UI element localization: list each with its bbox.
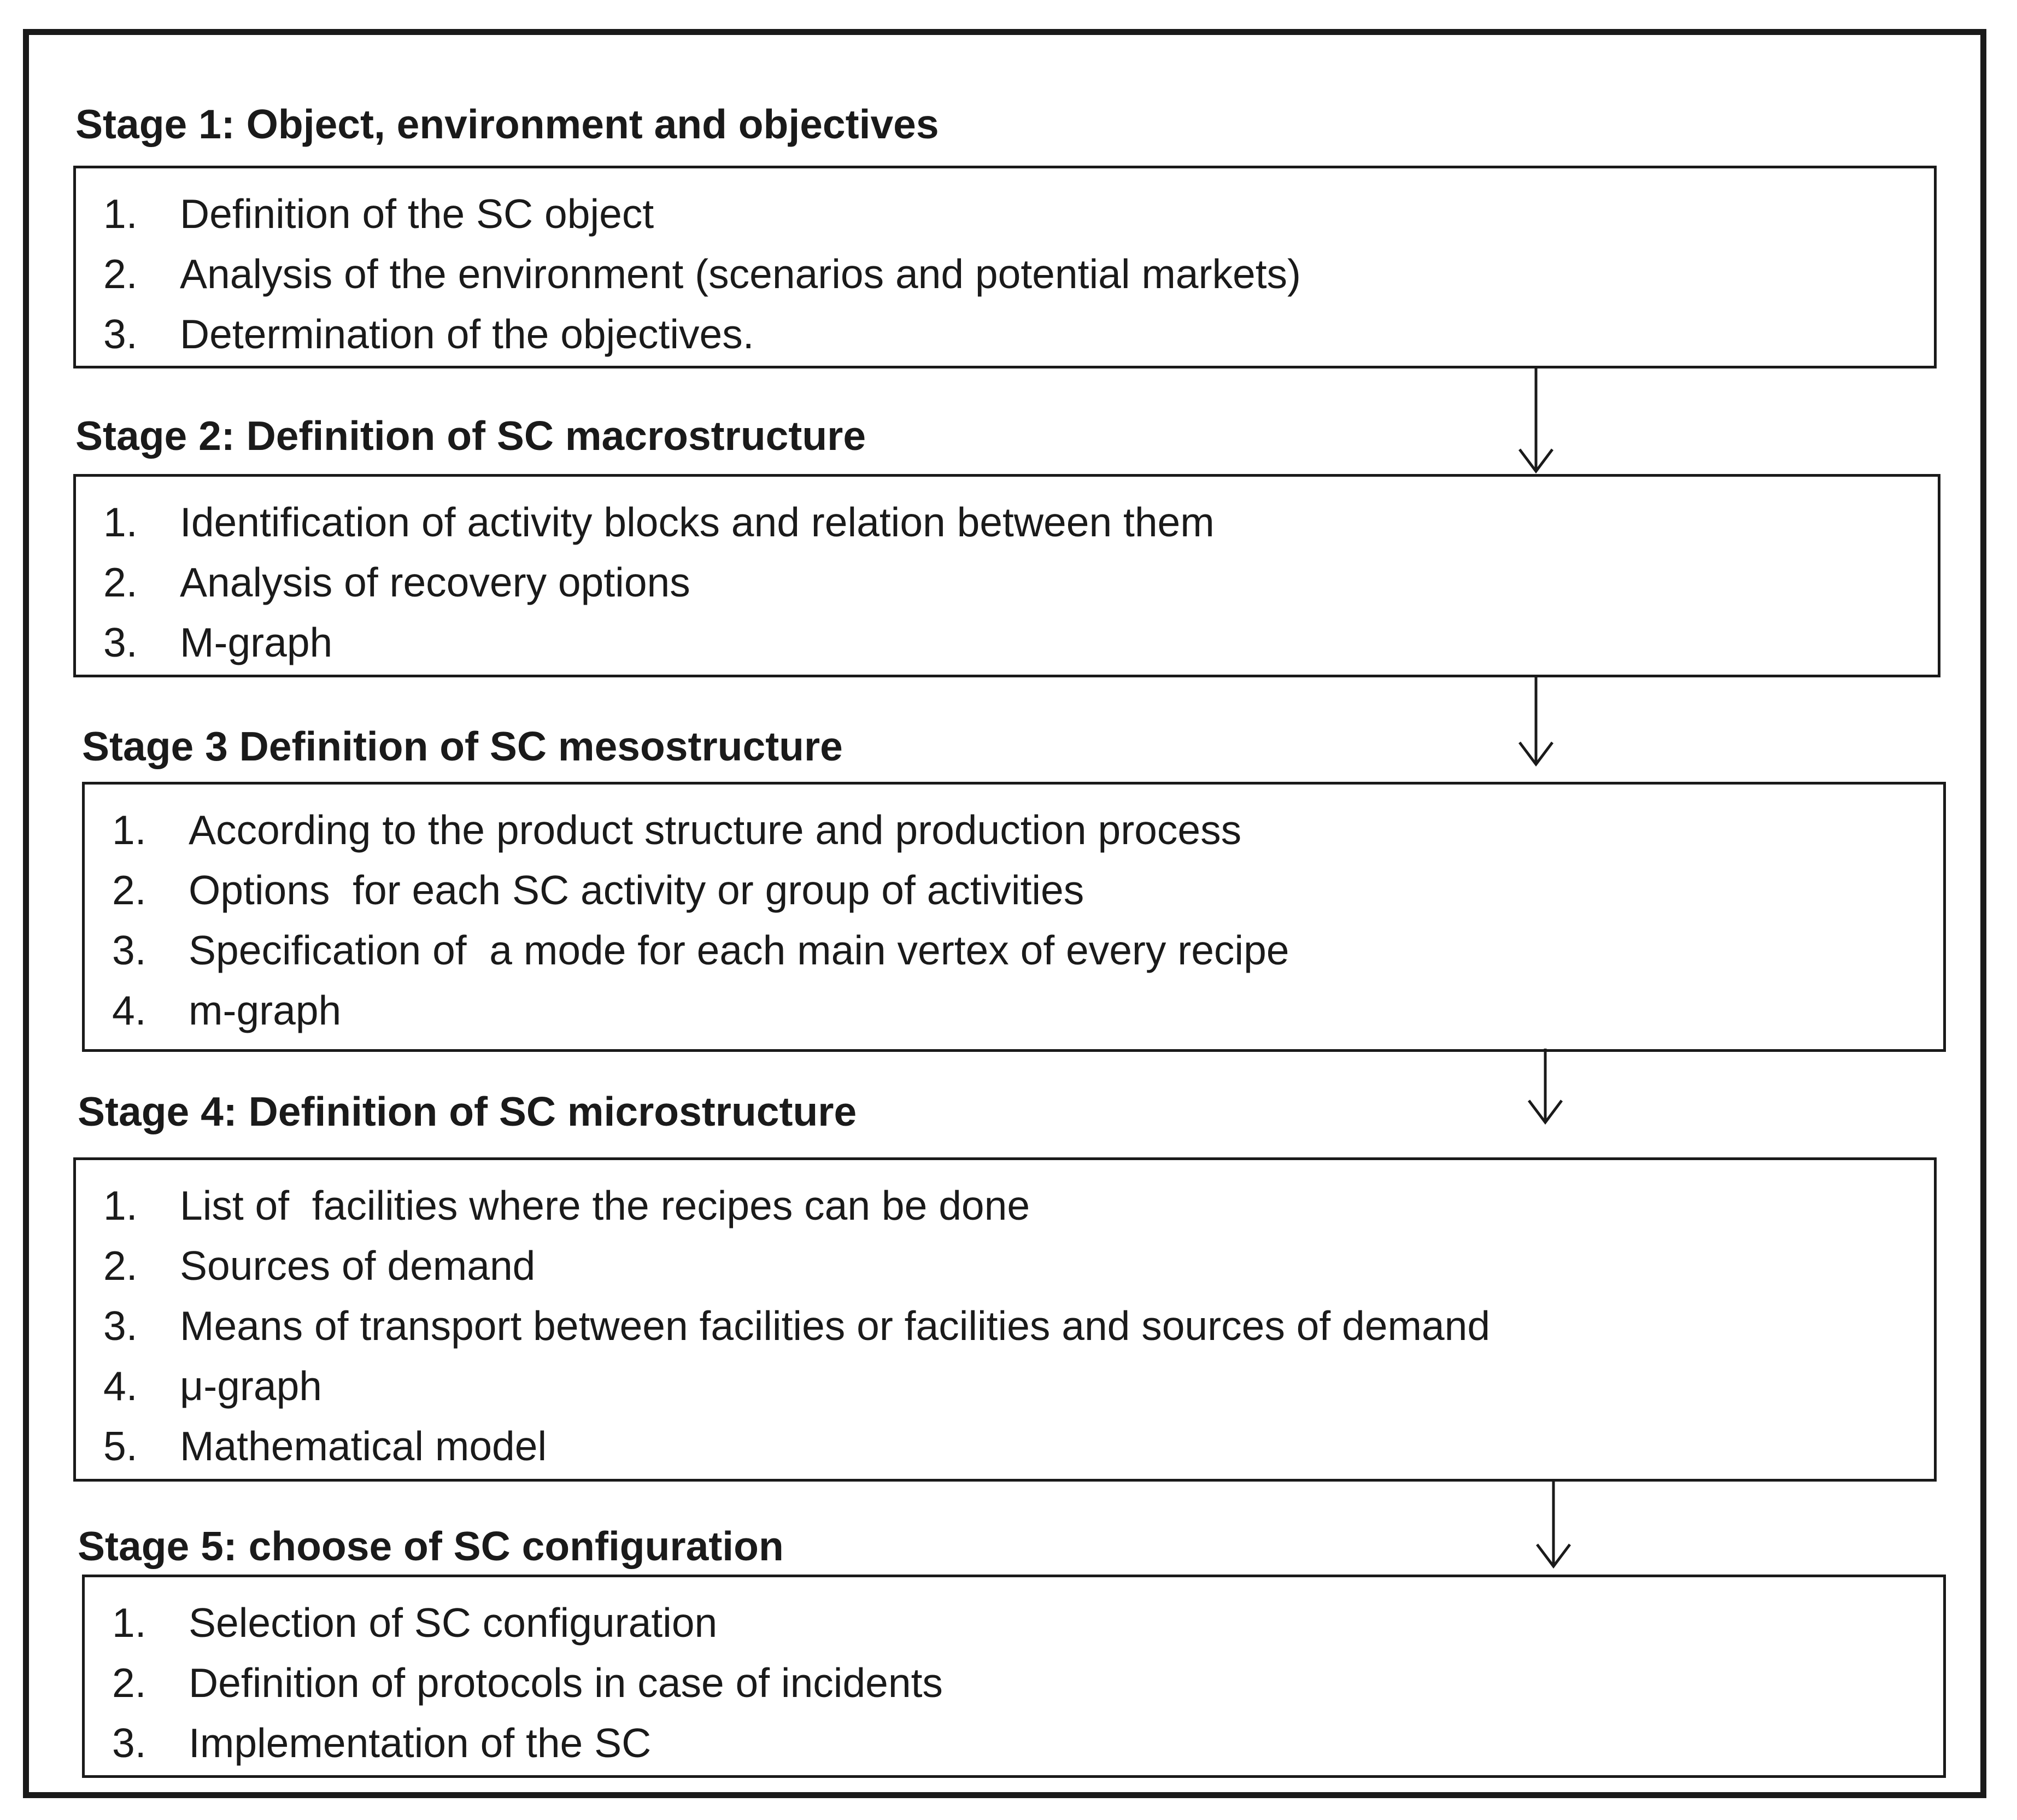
list-item — [103, 1175, 1490, 1236]
stage-5-box — [82, 1575, 1946, 1778]
stage-4-list — [103, 1175, 1490, 1476]
list-item — [103, 1416, 1490, 1476]
item-number: 4. — [112, 987, 146, 1033]
item-text: m-graph — [189, 987, 342, 1033]
item-number: 3. — [103, 619, 138, 665]
stage-1-title: Stage 1: Object, environment and objectives — [75, 101, 939, 147]
list-item — [103, 184, 1301, 244]
stage-2-list — [103, 492, 1215, 672]
item-number: 1. — [103, 1183, 138, 1228]
stage-1-list — [103, 184, 1301, 364]
down-arrow-icon — [1514, 677, 1558, 767]
list-item — [112, 860, 1289, 920]
item-number: 5. — [103, 1423, 138, 1469]
list-item — [103, 304, 1301, 364]
list-item — [103, 1296, 1490, 1356]
item-number: 3. — [103, 311, 138, 357]
list-item — [103, 492, 1215, 552]
stage-3-list — [112, 800, 1289, 1040]
item-text: List of facilities where the recipes can be done — [180, 1183, 1030, 1228]
item-text: Options for each SC activity or group of activities — [189, 867, 1084, 913]
item-text: M-graph — [180, 619, 333, 665]
item-text: Specification of a mode for each main vertex of every recipe — [189, 927, 1289, 973]
item-number: 1. — [112, 807, 146, 853]
item-text: Means of transport between facilities or facilities and sources of demand — [180, 1303, 1491, 1349]
list-item — [103, 244, 1301, 304]
list-item — [112, 1713, 943, 1773]
list-item — [112, 800, 1289, 860]
stage-5-list — [112, 1593, 943, 1773]
item-number: 4. — [103, 1363, 138, 1409]
list-item — [112, 920, 1289, 980]
item-number: 2. — [112, 867, 146, 913]
list-item — [112, 1593, 943, 1653]
list-item — [103, 1236, 1490, 1296]
item-number: 3. — [103, 1303, 138, 1349]
stage-5-title: Stage 5: choose of SC configuration — [78, 1523, 784, 1569]
item-text: Analysis of the environment (scenarios and potential markets) — [180, 251, 1301, 297]
stage-4-box — [73, 1157, 1937, 1482]
item-number: 3. — [112, 927, 146, 973]
item-text: Mathematical model — [180, 1423, 547, 1469]
item-number: 1. — [112, 1600, 146, 1646]
item-text: Implementation of the SC — [189, 1720, 652, 1766]
item-text: Selection of SC configuration — [189, 1600, 718, 1646]
stage-1-box — [73, 166, 1937, 368]
down-arrow-icon — [1532, 1479, 1575, 1569]
list-item — [103, 612, 1215, 672]
down-arrow-icon — [1523, 1049, 1567, 1125]
item-number: 2. — [112, 1660, 146, 1706]
stage-2-title: Stage 2: Definition of SC macrostructure — [75, 413, 866, 459]
item-text: μ-graph — [180, 1363, 323, 1409]
down-arrow-icon — [1514, 367, 1558, 474]
item-number: 2. — [103, 1243, 138, 1289]
list-item — [112, 1653, 943, 1713]
item-number: 2. — [103, 251, 138, 297]
item-text: Identification of activity blocks and relation between them — [180, 499, 1215, 545]
item-number: 2. — [103, 559, 138, 605]
stage-3-box — [82, 782, 1946, 1052]
item-text: Analysis of recovery options — [180, 559, 690, 605]
list-item — [103, 552, 1215, 612]
item-text: According to the product structure and production process — [189, 807, 1242, 853]
stage-2-box — [73, 474, 1940, 677]
item-number: 3. — [112, 1720, 146, 1766]
item-text: Definition of protocols in case of incidents — [189, 1660, 943, 1706]
list-item — [112, 980, 1289, 1040]
item-text: Sources of demand — [180, 1243, 536, 1289]
stage-4-title: Stage 4: Definition of SC microstructure — [78, 1089, 857, 1134]
item-number: 1. — [103, 191, 138, 237]
item-number: 1. — [103, 499, 138, 545]
item-text: Determination of the objectives. — [180, 311, 754, 357]
list-item — [103, 1356, 1490, 1416]
item-text: Definition of the SC object — [180, 191, 654, 237]
stage-3-title: Stage 3 Definition of SC mesostructure — [82, 723, 843, 769]
